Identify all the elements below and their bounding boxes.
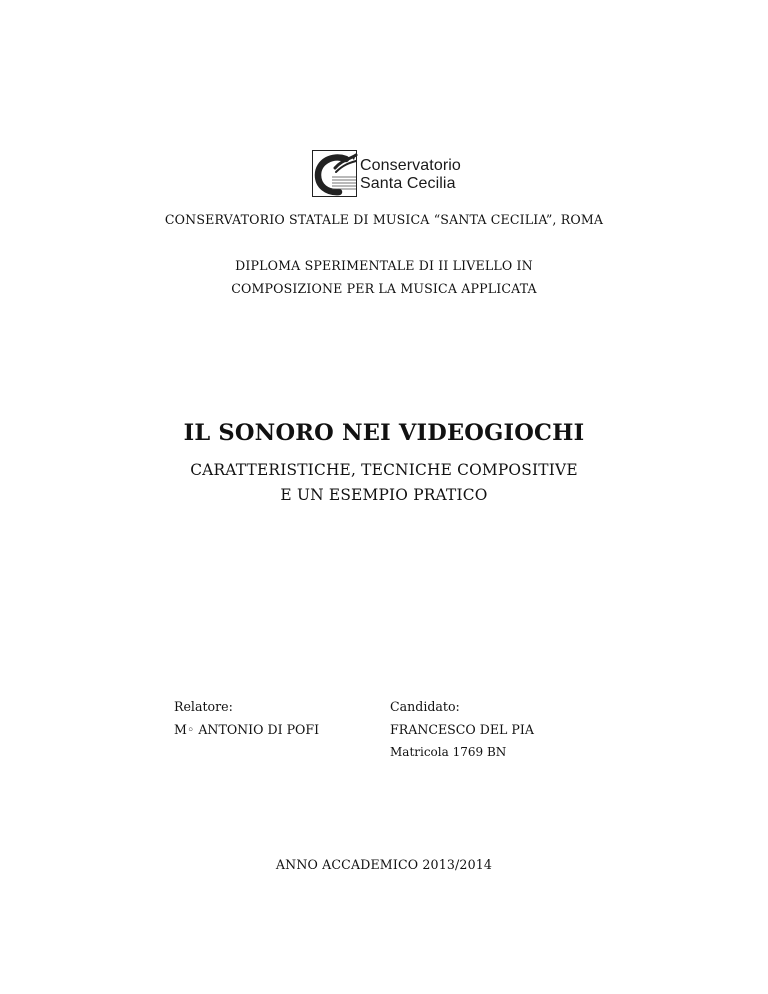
thesis-subtitle-line-2: E UN ESEMPIO PRATICO (280, 486, 488, 504)
thesis-subtitle-line-1: CARATTERISTICHE, TECNICHE COMPOSITIVE (190, 461, 578, 479)
candidate-label: Candidato: (390, 699, 460, 714)
supervisor-block (174, 695, 319, 741)
academic-year: ANNO ACCADEMICO 2013/2014 (275, 857, 493, 872)
diploma-line-2: COMPOSIZIONE PER LA MUSICA APPLICATA (231, 281, 537, 296)
conservatorio-logo (312, 150, 460, 202)
institution-name: CONSERVATORIO STATALE DI MUSICA “SANTA CECILIA”, ROMA (164, 212, 604, 227)
santa-cecilia-logo-icon (312, 150, 358, 198)
candidate-name: FRANCESCO DEL PIA (390, 722, 534, 737)
thesis-title: IL SONORO NEI VIDEOGIOCHI (183, 420, 585, 446)
logo-text-santa-cecilia: Santa Cecilia (360, 175, 456, 192)
candidate-matricola: Matricola 1769 BN (390, 745, 507, 759)
logo-text-conservatorio: Conservatorio (360, 157, 461, 174)
supervisor-name: M◦ ANTONIO DI POFI (174, 722, 320, 737)
candidate-block (390, 695, 534, 764)
diploma-line-1: DIPLOMA SPERIMENTALE DI II LIVELLO IN (235, 258, 533, 273)
supervisor-label: Relatore: (174, 699, 233, 714)
